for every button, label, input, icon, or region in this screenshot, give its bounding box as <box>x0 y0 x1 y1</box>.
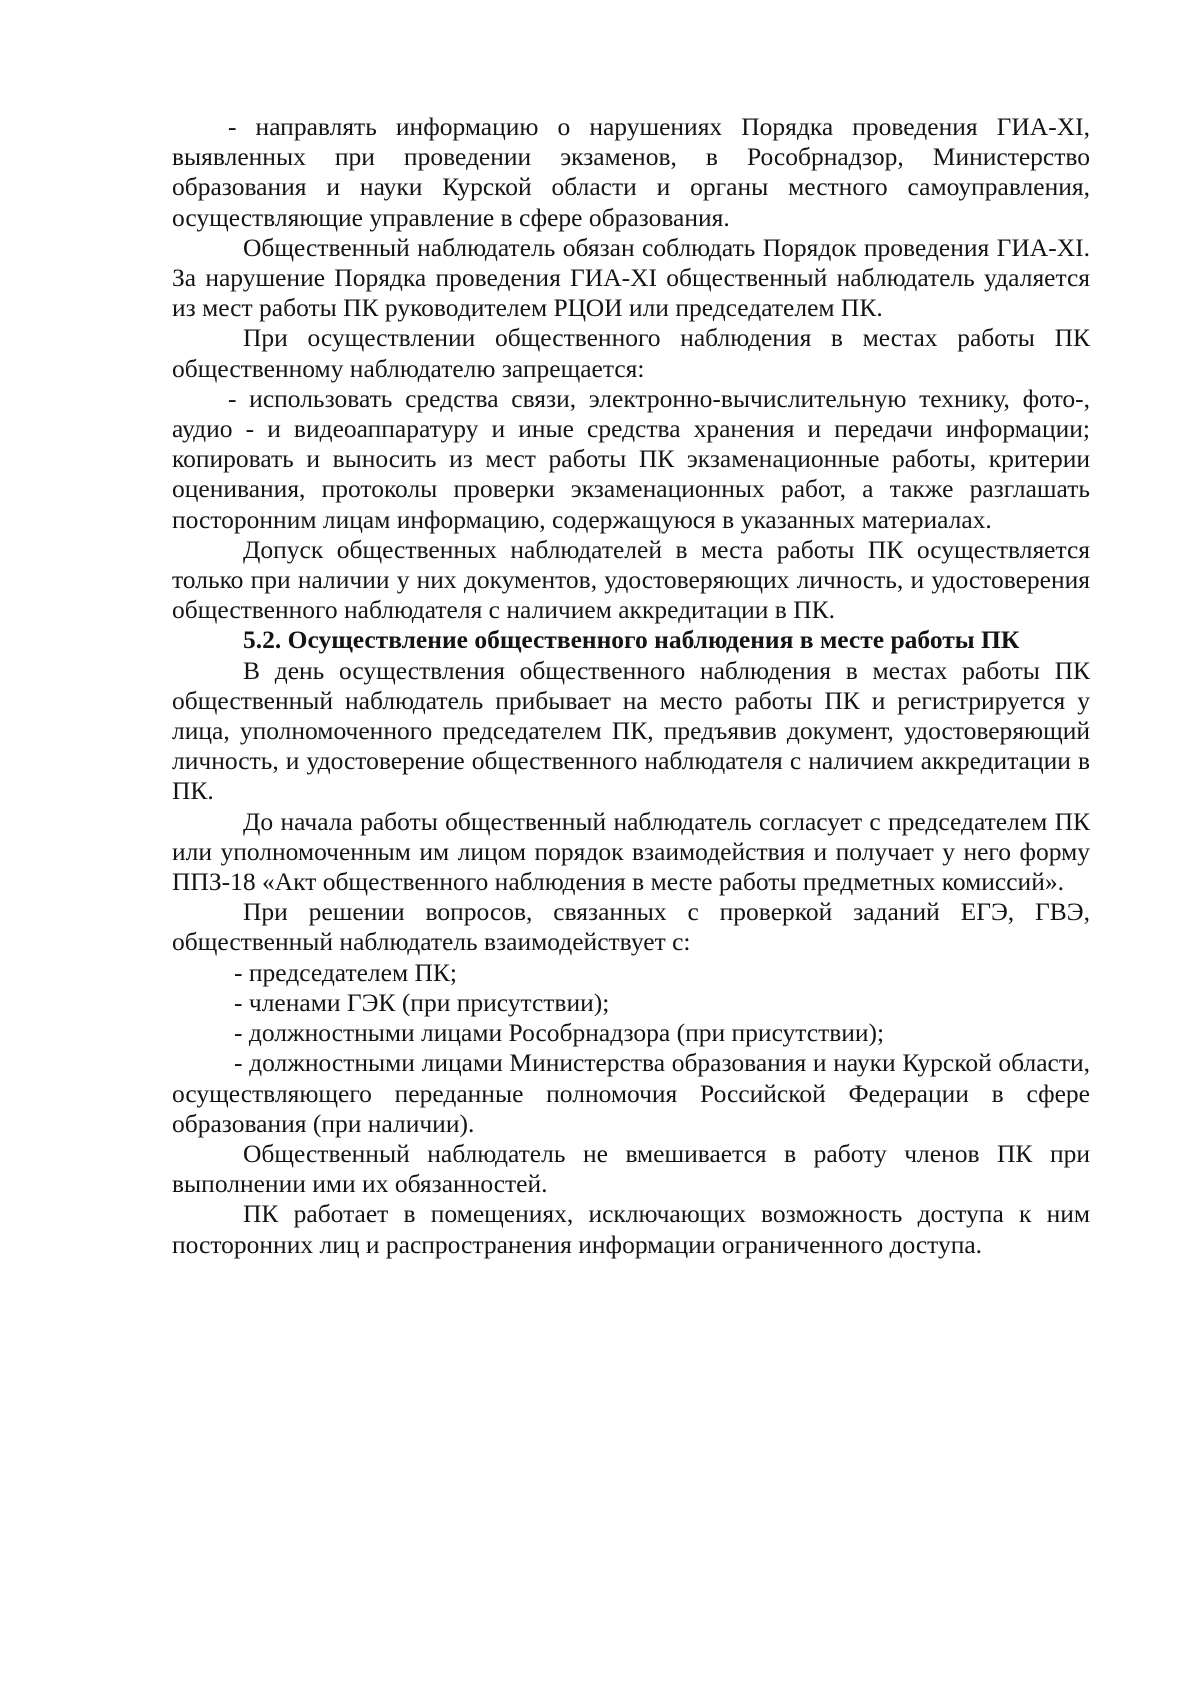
paragraph: В день осуществления общественного наблюдения в местах работы ПК общественный наблюдатель прибывает на место работы ПК и регистрируется у лица, уполномоченного председателем ПК, предъявив документ, удостоверяющий личность, и удостоверение общественного наблюдателя с наличием аккредитации в ПК. <box>172 655 1090 806</box>
paragraph: До начала работы общественный наблюдатель согласует с председателем ПК или уполномоченным им лицом порядок взаимодействия и получает у него форму ППЗ-18 «Акт общественного наблюдения в месте работы предметных комиссий». <box>172 806 1090 897</box>
document-page <box>172 112 1090 1260</box>
list-item: - должностными лицами Министерства образования и науки Курской области, осуществляющего переданные полномочия Российской Федерации в сфере образования (при наличии). <box>172 1048 1090 1138</box>
paragraph: Общественный наблюдатель обязан соблюдать Порядок проведения ГИА-XI. За нарушение Порядка проведения ГИА-XI общественный наблюдатель удаляется из мест работы ПК руководителем РЦОИ или председателем ПК. <box>172 232 1090 323</box>
paragraph: - использовать средства связи, электронно-вычислительную технику, фото-, аудио - и видеоаппаратуру и иные средства хранения и передачи информации; копировать и выносить из мест работы ПК экзаменационные работы, критерии оценивания, протоколы проверки экзаменационных работ, а также разглашать посторонним лицам информацию, содержащуюся в указанных материалах. <box>172 383 1090 534</box>
paragraph: ПК работает в помещениях, исключающих возможность доступа к ним посторонних лиц и распространения информации ограниченного доступа. <box>172 1199 1090 1259</box>
paragraph: При решении вопросов, связанных с проверкой заданий ЕГЭ, ГВЭ, общественный наблюдатель взаимодействует с: <box>172 897 1090 957</box>
paragraph: - направлять информацию о нарушениях Порядка проведения ГИА-XI, выявленных при проведении экзаменов, в Рособрнадзор, Министерство образования и науки Курской области и органы местного самоуправления, осуществляющие управление в сфере образования. <box>172 112 1090 232</box>
list-item: - председателем ПК; <box>234 957 457 987</box>
list-item: - должностными лицами Рособрнадзора (при присутствии); <box>234 1018 885 1048</box>
paragraph: Допуск общественных наблюдателей в места работы ПК осуществляется только при наличии у них документов, удостоверяющих личность, и удостоверения общественного наблюдателя с наличием аккредитации в ПК. <box>172 534 1090 625</box>
paragraph: Общественный наблюдатель не вмешивается в работу членов ПК при выполнении ими их обязанностей. <box>172 1138 1090 1199</box>
list-item: - членами ГЭК (при присутствии); <box>234 987 610 1017</box>
section-heading: 5.2. Осуществление общественного наблюдения в месте работы ПК <box>243 625 1020 655</box>
paragraph: При осуществлении общественного наблюдения в местах работы ПК общественному наблюдателю запрещается: <box>172 323 1090 383</box>
